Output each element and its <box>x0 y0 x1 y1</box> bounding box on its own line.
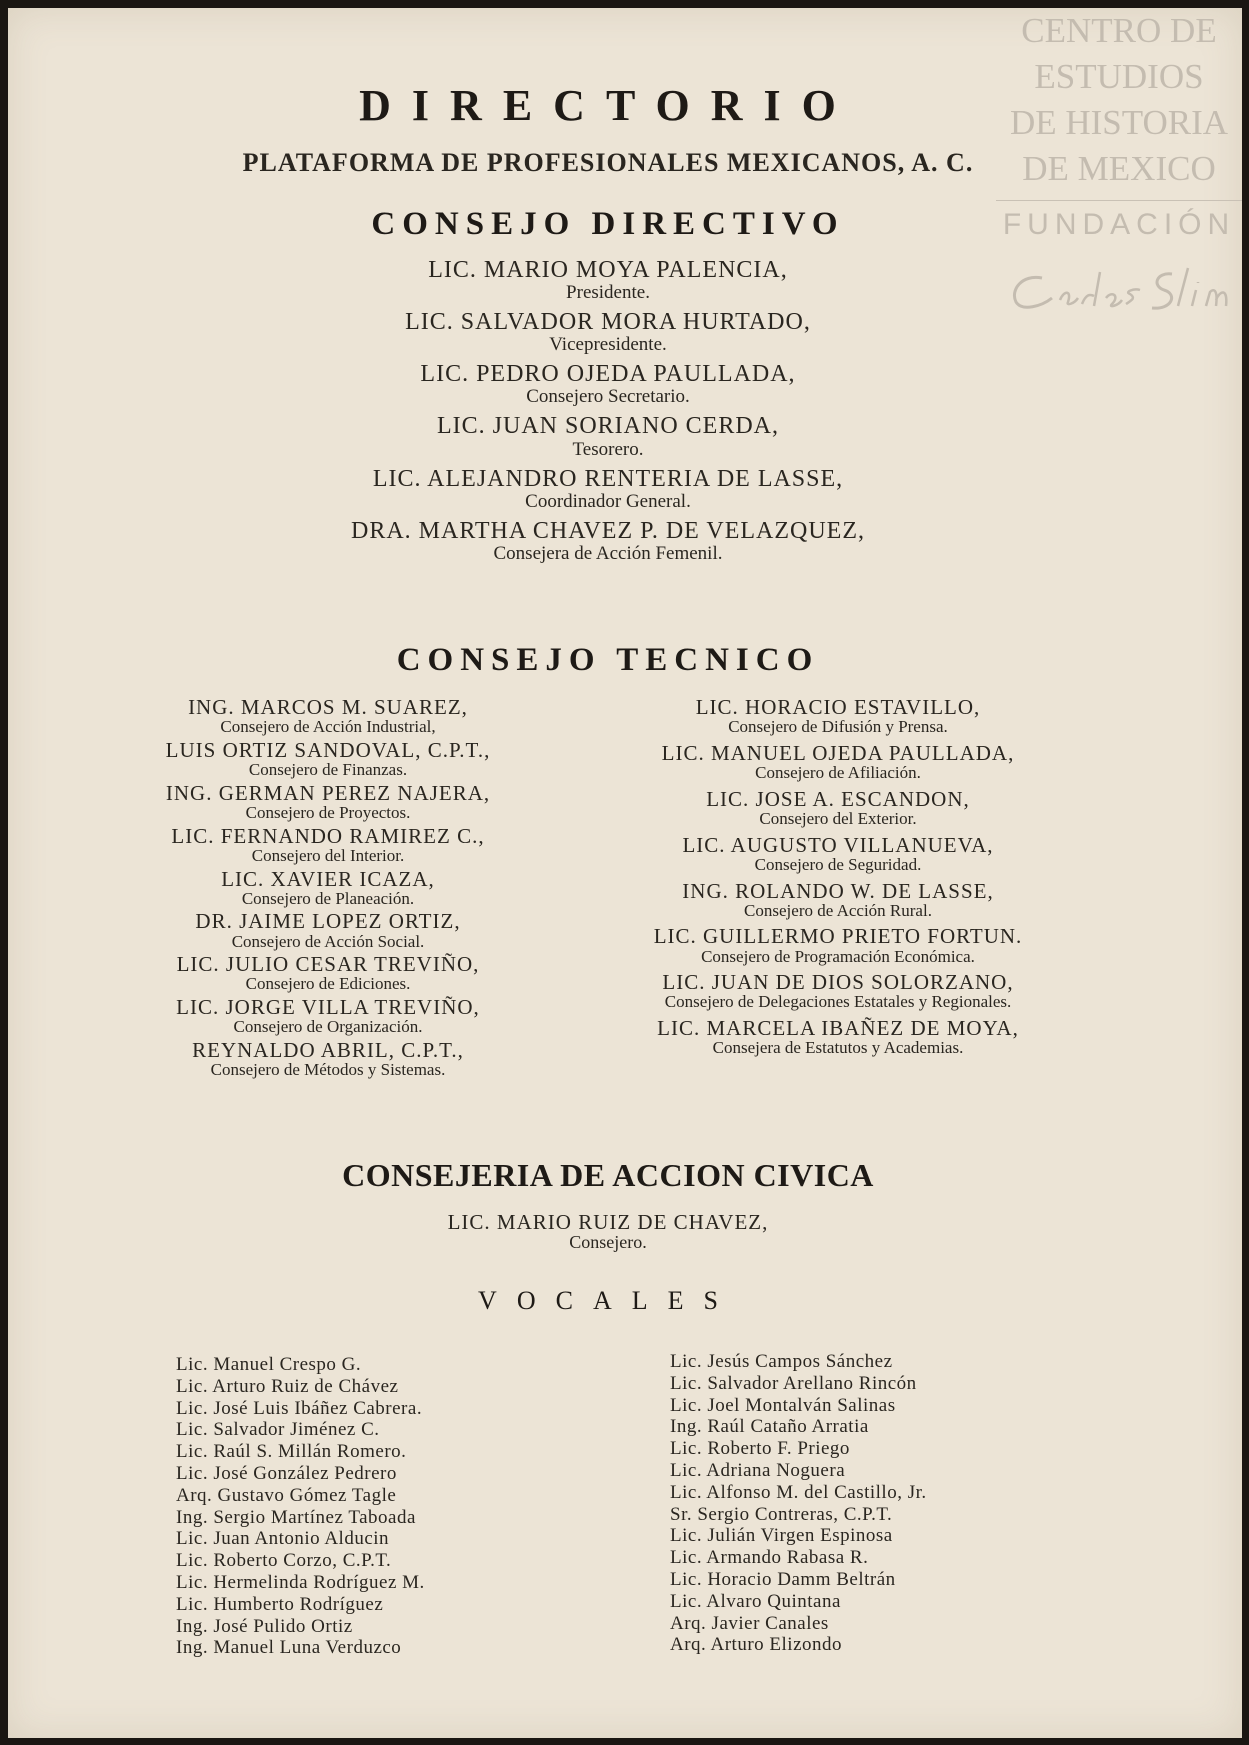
section-heading-consejeria-civica: CONSEJERIA DE ACCION CIVICA <box>342 1157 874 1193</box>
list-item: Lic. Humberto Rodríguez <box>176 1593 384 1615</box>
officer-role: Consejero del Interior. <box>251 845 405 865</box>
officer-entry <box>578 1017 1098 1057</box>
officer-entry <box>8 519 1208 564</box>
list-item: Ing. Raúl Cataño Arratia <box>670 1416 869 1438</box>
officer-name: LIC. MANUEL OJEDA PAULLADA, <box>661 740 1015 765</box>
officer-entry <box>8 362 1208 407</box>
list-item: Lic. Arturo Ruiz de Chávez <box>176 1375 399 1397</box>
officer-role: Coordinador General. <box>525 490 691 512</box>
watermark-divider <box>996 200 1242 201</box>
officer-role: Consejero de Proyectos. <box>245 802 411 822</box>
officer-role: Consejero Secretario. <box>526 386 690 408</box>
officer-name: LIC. FERNANDO RAMIREZ C., <box>171 823 485 848</box>
officer-entry <box>578 788 1098 828</box>
officer-name: LIC. MARIO RUIZ DE CHAVEZ, <box>447 1210 769 1234</box>
section-heading-consejo-directivo: CONSEJO DIRECTIVO <box>371 206 845 242</box>
officer-name: ING. ROLANDO W. DE LASSE, <box>682 878 994 903</box>
officer-role: Consejero de Ediciones. <box>245 974 411 994</box>
document-page <box>8 8 1242 1738</box>
officer-name: DRA. MARTHA CHAVEZ P. DE VELAZQUEZ, <box>350 517 865 544</box>
list-item: Lic. Alfonso M. del Castillo, Jr. <box>670 1481 927 1503</box>
list-item: Lic. Hermelinda Rodríguez M. <box>176 1571 425 1593</box>
list-item: Lic. José González Pedrero <box>176 1462 397 1484</box>
list-item: Lic. José Luis Ibáñez Cabrera. <box>176 1397 423 1419</box>
consejo-tecnico-left-column <box>118 696 538 1082</box>
officer-name: LIC. SALVADOR MORA HURTADO, <box>405 309 811 336</box>
watermark-foundation: FUNDACIÓN <box>1002 208 1236 241</box>
list-item: Lic. Salvador Arellano Rincón <box>670 1372 917 1394</box>
officer-entry <box>578 880 1098 920</box>
page-title: DIRECTORIO <box>359 81 857 130</box>
officer-role: Consejero de Métodos y Sistemas. <box>210 1060 446 1080</box>
officer-name: ING. MARCOS M. SUAREZ, <box>188 695 468 719</box>
officer-entry <box>118 782 538 822</box>
officer-entry <box>578 834 1098 874</box>
officer-role: Consejero de Acción Industrial, <box>220 717 436 737</box>
officer-role: Consejero de Planeación. <box>241 888 415 908</box>
officer-entry <box>118 996 538 1036</box>
officer-name: LIC. AUGUSTO VILLANUEVA, <box>682 832 994 857</box>
list-item: Lic. Manuel Crespo G. <box>176 1354 362 1375</box>
officer-role: Consejero de Delegaciones Estatales y Regionales. <box>664 992 1012 1012</box>
vocales-left-list <box>176 1354 425 1659</box>
watermark-line: DE HISTORIA <box>1009 103 1229 142</box>
officer-role: Consejero de Finanzas. <box>248 759 408 779</box>
list-item: Arq. Gustavo Gómez Tagle <box>176 1484 397 1506</box>
officer-name: LIC. MARIO MOYA PALENCIA, <box>428 257 788 283</box>
list-item: Lic. Raúl S. Millán Romero. <box>176 1441 407 1463</box>
watermark-line: ESTUDIOS <box>1034 57 1204 96</box>
officer-role: Presidente. <box>566 282 650 304</box>
officer-role: Consejero de Acción Social. <box>231 931 425 951</box>
officer-entry <box>8 467 1208 512</box>
officer-entry <box>578 742 1098 782</box>
officer-role: Consejero de Acción Rural. <box>744 900 932 920</box>
officer-name: LIC. MARCELA IBAÑEZ DE MOYA, <box>657 1016 1019 1041</box>
officer-name: LIC. GUILLERMO PRIETO FORTUN. <box>653 924 1023 949</box>
officer-entry <box>8 310 1208 355</box>
list-item: Lic. Roberto Corzo, C.P.T. <box>176 1550 392 1572</box>
section-heading-consejo-tecnico: CONSEJO TECNICO <box>396 642 820 678</box>
list-item: Lic. Horacio Damm Beltrán <box>670 1568 896 1590</box>
officer-role: Consejero de Afiliación. <box>755 762 921 782</box>
officer-entry <box>118 910 538 950</box>
officer-entry <box>118 953 538 993</box>
officer-role: Consejero de Organización. <box>233 1017 423 1037</box>
list-item: Lic. Joel Montalván Salinas <box>670 1394 896 1416</box>
officer-name: ING. GERMAN PEREZ NAJERA, <box>165 780 491 805</box>
consejo-tecnico-right-column <box>578 696 1098 1063</box>
consejo-directivo-list <box>8 258 1208 571</box>
officer-role: Consejera de Acción Femenil. <box>493 542 723 564</box>
officer-entry <box>118 825 538 865</box>
list-item: Lic. Armando Rabasa R. <box>670 1547 869 1569</box>
list-item: Arq. Javier Canales <box>670 1612 829 1634</box>
list-item: Lic. Alvaro Quintana <box>670 1590 841 1612</box>
officer-role: Consejero de Difusión y Prensa. <box>728 717 948 737</box>
officer-entry <box>8 258 1208 303</box>
officer-name: DR. JAIME LOPEZ ORTIZ, <box>195 909 461 934</box>
officer-role: Consejero de Programación Económica. <box>701 946 975 966</box>
officer-entry <box>118 868 538 908</box>
organization-name: PLATAFORMA DE PROFESIONALES MEXICANOS, A. C. <box>242 148 974 177</box>
officer-role: Vicepresidente. <box>549 334 667 356</box>
list-item: Lic. Jesús Campos Sánchez <box>670 1351 893 1372</box>
watermark-line: CENTRO DE <box>1021 11 1217 50</box>
officer-entry <box>118 1039 538 1079</box>
officer-name: LIC. JULIO CESAR TREVIÑO, <box>176 952 480 977</box>
list-item: Ing. Manuel Luna Verduzco <box>176 1637 402 1659</box>
officer-entry <box>578 696 1098 736</box>
officer-role: Consejero de Seguridad. <box>754 854 922 874</box>
consejeria-civica-entry <box>8 1211 1208 1258</box>
officer-entry <box>118 696 538 736</box>
officer-entry <box>118 739 538 779</box>
officer-name: LIC. JOSE A. ESCANDON, <box>706 786 970 811</box>
section-heading-vocales: VOCALES <box>478 1286 738 1315</box>
officer-name: LIC. ALEJANDRO RENTERIA DE LASSE, <box>372 465 844 492</box>
vocales-right-list <box>670 1351 927 1656</box>
officer-name: LIC. JUAN SORIANO CERDA, <box>436 413 779 440</box>
officer-entry <box>8 1211 1208 1252</box>
officer-role: Consejero del Exterior. <box>759 808 917 828</box>
officer-role: Consejera de Estatutos y Academias. <box>712 1038 964 1058</box>
officer-entry <box>578 971 1098 1011</box>
list-item: Lic. Julián Virgen Espinosa <box>670 1525 893 1547</box>
officer-name: LUIS ORTIZ SANDOVAL, C.P.T., <box>165 737 491 762</box>
officer-name: LIC. JUAN DE DIOS SOLORZANO, <box>662 970 1014 995</box>
watermark-line: DE MEXICO <box>1022 149 1216 188</box>
officer-entry <box>8 414 1208 459</box>
list-item: Arq. Arturo Elizondo <box>670 1634 843 1656</box>
list-item: Ing. José Pulido Ortiz <box>176 1615 353 1637</box>
list-item: Lic. Juan Antonio Alducin <box>176 1528 390 1550</box>
officer-name: LIC. XAVIER ICAZA, <box>221 866 435 891</box>
officer-name: REYNALDO ABRIL, C.P.T., <box>192 1038 464 1063</box>
list-item: Ing. Sergio Martínez Taboada <box>176 1506 416 1528</box>
officer-role: Tesorero. <box>572 438 644 460</box>
list-item: Lic. Salvador Jiménez C. <box>176 1419 380 1441</box>
list-item: Lic. Adriana Noguera <box>670 1459 846 1481</box>
officer-entry <box>578 925 1098 965</box>
officer-name: LIC. PEDRO OJEDA PAULLADA, <box>420 361 796 388</box>
officer-role: Consejero. <box>569 1232 647 1253</box>
officer-name: LIC. HORACIO ESTAVILLO, <box>695 695 981 719</box>
list-item: Lic. Roberto F. Priego <box>670 1438 850 1460</box>
list-item: Sr. Sergio Contreras, C.P.T. <box>670 1503 893 1525</box>
officer-name: LIC. JORGE VILLA TREVIÑO, <box>176 995 480 1020</box>
